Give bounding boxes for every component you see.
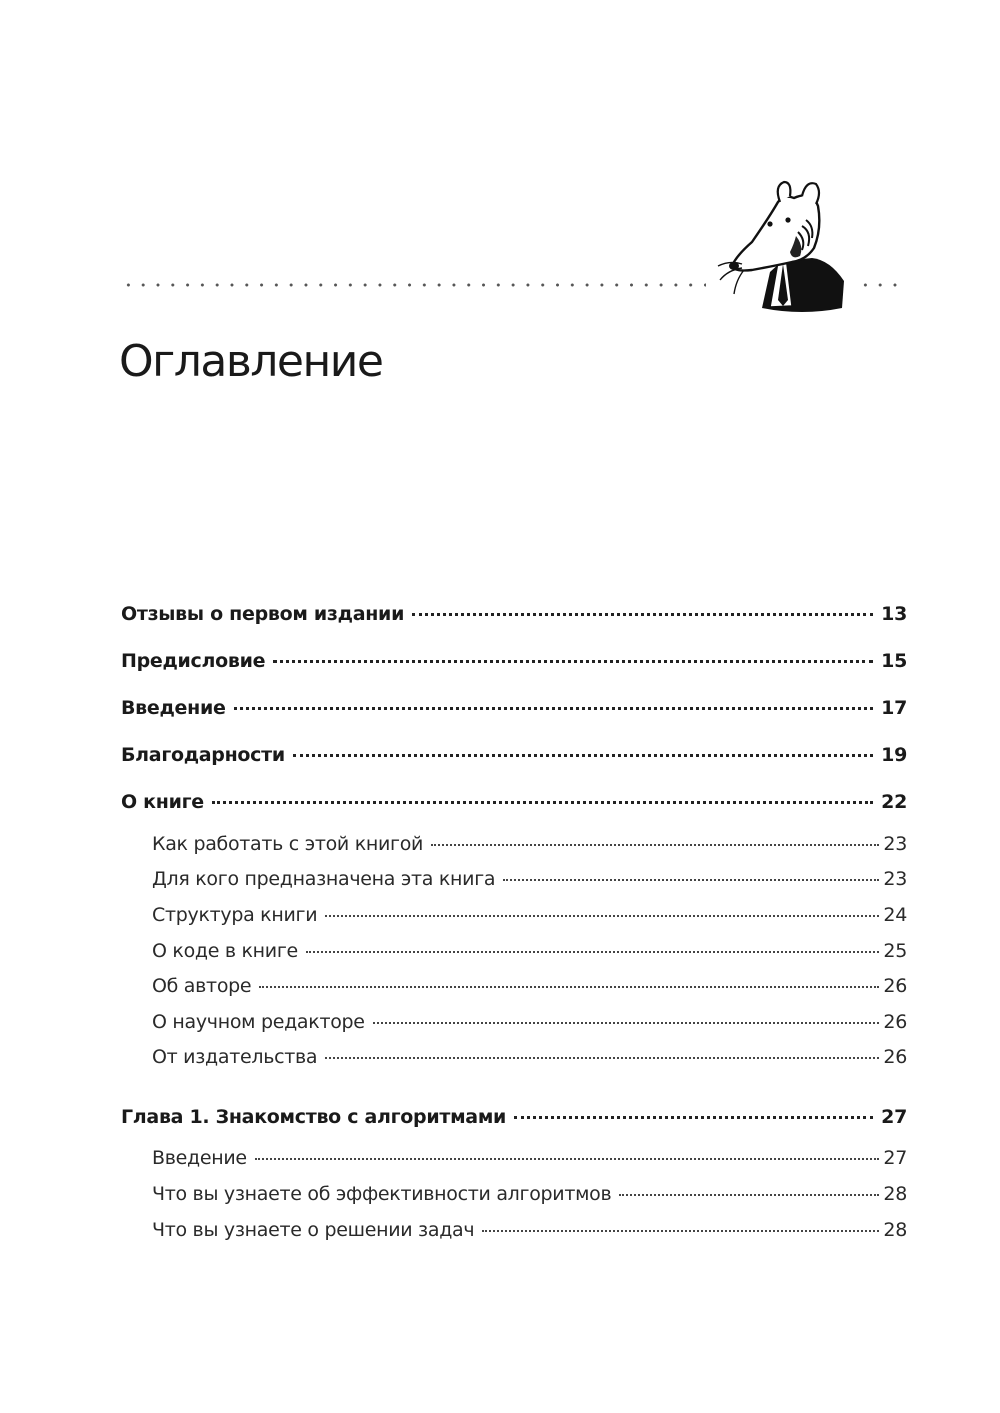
toc-entry[interactable] (121, 791, 907, 813)
toc-subentry-title: О научном редакторе (152, 1011, 365, 1033)
toc-entry[interactable] (121, 697, 907, 719)
toc-subentry-page: 24 (883, 904, 907, 926)
dot-leader (234, 707, 874, 710)
dot-leader (373, 1022, 880, 1024)
toc-subentry-title: Как работать с этой книгой (152, 833, 424, 855)
toc-entry-page: 13 (881, 603, 907, 625)
toc-subentry-title: Для кого предназначена эта книга (152, 868, 496, 890)
toc-subentry-page: 23 (883, 868, 907, 890)
toc-subentry-page: 26 (883, 975, 907, 997)
toc-subentry[interactable] (152, 833, 907, 855)
toc-subentry[interactable] (152, 1011, 907, 1033)
toc-entry-page: 22 (881, 791, 907, 813)
toc-subentry-page: 27 (883, 1147, 907, 1169)
toc-subentry[interactable] (152, 904, 907, 926)
dot-leader (412, 613, 873, 616)
toc-subentry-title: Что вы узнаете об эффективности алгоритмов (152, 1183, 612, 1205)
dot-leader (482, 1230, 879, 1232)
toc-subentry-title: От издательства (152, 1046, 318, 1068)
dot-leader (503, 879, 879, 881)
toc-entry[interactable] (121, 650, 907, 672)
dot-leader (259, 986, 879, 988)
toc-subentry[interactable] (152, 1046, 907, 1068)
toc-subentry[interactable] (152, 1219, 907, 1241)
toc-entry-title: Введение (121, 697, 226, 719)
toc-entry[interactable] (121, 1106, 907, 1128)
page-title: Оглавление (119, 336, 383, 387)
dot-leader (212, 801, 873, 804)
toc-entry-page: 27 (881, 1106, 907, 1128)
toc-subentry-title: Об авторе (152, 975, 252, 997)
toc-entry-page: 15 (881, 650, 907, 672)
toc-subentry-page: 26 (883, 1011, 907, 1033)
dot-leader (514, 1116, 873, 1119)
dot-leader (619, 1194, 879, 1196)
toc-subentry[interactable] (152, 1147, 907, 1169)
dot-leader (325, 1057, 879, 1059)
toc-subentry-page: 25 (883, 940, 907, 962)
toc-entry-page: 17 (881, 697, 907, 719)
toc-subentry-title: Структура книги (152, 904, 318, 926)
toc-entry-title: О книге (121, 791, 204, 813)
toc-entry-title: Предисловие (121, 650, 266, 672)
toc-entry-page: 19 (881, 744, 907, 766)
toc-entry-title: Глава 1. Знакомство с алгоритмами (121, 1106, 507, 1128)
dotted-rule-left (121, 279, 706, 291)
toc-subentry[interactable] (152, 1183, 907, 1205)
dot-leader (273, 660, 873, 663)
toc-subentry-page: 28 (883, 1219, 907, 1241)
toc-subentry[interactable] (152, 940, 907, 962)
dot-leader (293, 754, 873, 757)
rat-in-suit-icon (712, 176, 852, 316)
dot-leader (431, 844, 879, 846)
dot-leader (306, 951, 880, 953)
toc-subentry-title: Что вы узнаете о решении задач (152, 1219, 475, 1241)
toc-subentry[interactable] (152, 868, 907, 890)
toc-subentry-title: О коде в книге (152, 940, 298, 962)
dot-leader (325, 915, 879, 917)
toc-entry[interactable] (121, 603, 907, 625)
toc-entry-title: Отзывы о первом издании (121, 603, 405, 625)
dot-leader (255, 1158, 880, 1160)
dotted-rule-right (858, 279, 906, 291)
toc-entry[interactable] (121, 744, 907, 766)
toc-subentry-page: 28 (883, 1183, 907, 1205)
toc-subentry-page: 26 (883, 1046, 907, 1068)
toc-entry-title: Благодарности (121, 744, 285, 766)
toc-subentry[interactable] (152, 975, 907, 997)
toc-subentry-page: 23 (883, 833, 907, 855)
toc-subentry-title: Введение (152, 1147, 247, 1169)
